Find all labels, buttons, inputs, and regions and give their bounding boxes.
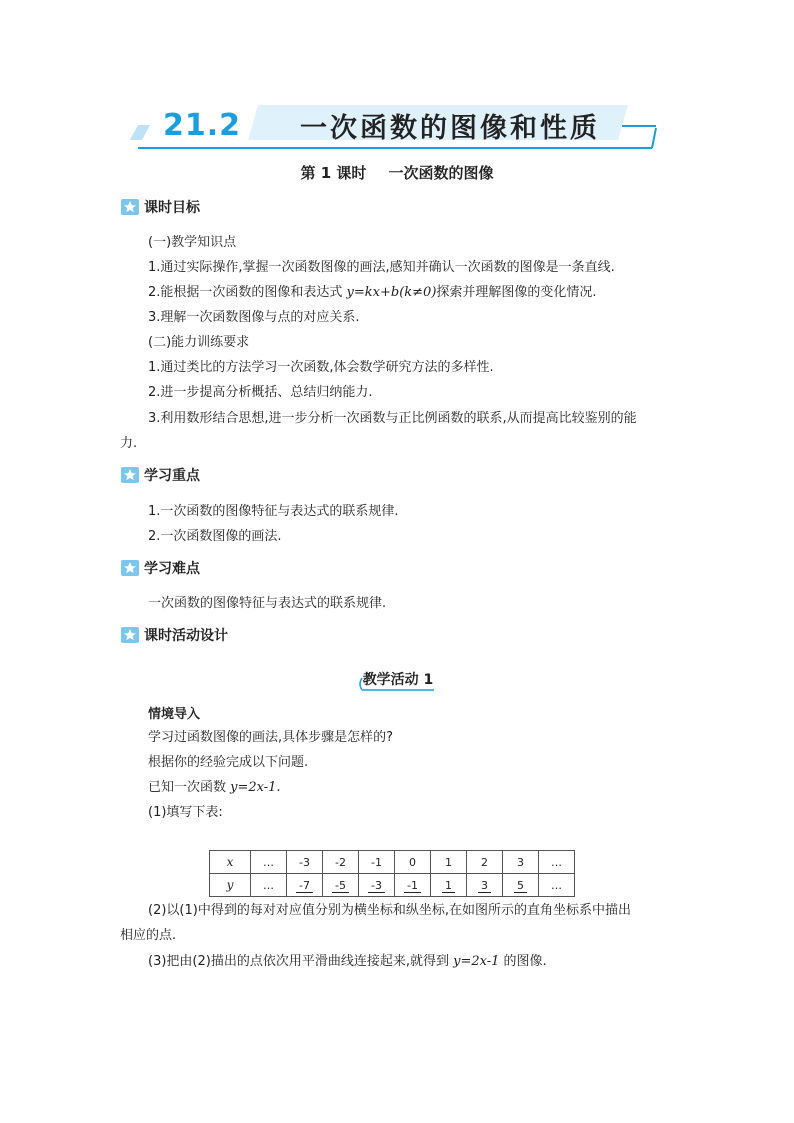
goal-k1: 1.通过实际操作,掌握一次函数图像的画法,感知并确认一次函数的图像是一条直线. (148, 260, 615, 275)
activity-q4: (1)填写下表: (148, 805, 223, 820)
activity-q2: 根据你的经验完成以下问题. (148, 755, 309, 770)
table-cell (503, 874, 539, 897)
lesson-title (0, 162, 794, 183)
section-goals (120, 196, 200, 218)
activity-q5-line2: 相应的点. (120, 928, 177, 943)
lesson-name: 一次函数的图像 (388, 164, 494, 182)
table-cell: 2 (467, 851, 503, 874)
knowledge-heading: (一)教学知识点 (148, 235, 237, 250)
star-bullet-icon (120, 197, 140, 217)
chapter-title: 一次函数的图像和性质 (300, 113, 600, 144)
goal-a1: 1.通过类比的方法学习一次函数,体会数学研究方法的多样性. (148, 360, 494, 375)
ability-heading: (二)能力训练要求 (148, 335, 250, 350)
table-cell: -2 (323, 851, 359, 874)
goal-a3-line1: 3.利用数形结合思想,进一步分析一次函数与正比例函数的联系,从而提高比较鉴别的能 (148, 411, 637, 426)
table-cell: -3 (287, 851, 323, 874)
table-cell: … (539, 851, 575, 874)
goal-k2-formula: y=kx+b(k≠0) (346, 285, 437, 300)
table-cell (323, 874, 359, 897)
table-cell (395, 874, 431, 897)
table-row (210, 851, 575, 874)
star-bullet-icon (120, 625, 140, 645)
intro-heading: 情境导入 (148, 707, 201, 722)
table-cell (467, 874, 503, 897)
section-key-points (120, 464, 200, 486)
activity-q1: 学习过函数图像的画法,具体步骤是怎样的? (148, 730, 394, 745)
star-bullet-icon (120, 465, 140, 485)
section-difficulties-label: 学习难点 (144, 561, 200, 577)
table-cell: … (251, 874, 287, 897)
answer-value: 1 (442, 879, 455, 893)
table-cell (359, 874, 395, 897)
table-cell: -1 (359, 851, 395, 874)
activity-badge (358, 666, 438, 692)
difficulty-1: 一次函数的图像特征与表达式的联系规律. (148, 596, 387, 611)
lesson-number: 第 1 课时 (300, 164, 367, 182)
activity-q3-formula: y=2x-1. (230, 780, 281, 795)
section-activity-design (120, 624, 228, 646)
answer-value: -5 (332, 879, 349, 893)
table-header-x: x (210, 851, 251, 874)
section-key-points-label: 学习重点 (144, 468, 200, 484)
table-cell (431, 874, 467, 897)
section-goals-label: 课时目标 (144, 200, 200, 216)
section-difficulties (120, 557, 200, 579)
activity-q6-suffix: 的图像. (499, 954, 547, 969)
star-bullet-icon (120, 558, 140, 578)
key-point-1: 1.一次函数的图像特征与表达式的联系规律. (148, 504, 399, 519)
activity-q6 (148, 953, 547, 971)
answer-value: -1 (404, 879, 421, 893)
goal-k2-suffix: 探索并理解图像的变化情况. (436, 285, 597, 300)
chapter-header (0, 0, 794, 160)
table-cell: … (251, 851, 287, 874)
goal-k2-prefix: 2.能根据一次函数的图像和表达式 (148, 285, 347, 300)
table-row (210, 874, 575, 897)
table-cell: 1 (431, 851, 467, 874)
activity-q3-prefix: 已知一次函数 (148, 780, 231, 795)
goal-a2: 2.进一步提高分析概括、总结归纳能力. (148, 385, 373, 400)
section-number: 21.2 (163, 108, 242, 143)
goal-a3-line2: 力. (120, 436, 138, 451)
activity-q5-line1: (2)以(1)中得到的每对对应值分别为横坐标和纵坐标,在如图所示的直角坐标系中描出 (148, 903, 631, 918)
key-point-2: 2.一次函数图像的画法. (148, 529, 282, 544)
value-table (209, 850, 575, 897)
table-cell (287, 874, 323, 897)
activity-q6-formula: y=2x-1 (453, 954, 500, 969)
activity-label: 教学活动 1 (362, 672, 434, 688)
answer-value: 5 (514, 879, 527, 893)
activity-q6-prefix: (3)把由(2)描出的点依次用平滑曲线连接起来,就得到 (148, 954, 454, 969)
activity-q3 (148, 779, 281, 797)
table-cell: … (539, 874, 575, 897)
goal-k2 (148, 284, 597, 302)
table-cell: 3 (503, 851, 539, 874)
table-cell: 0 (395, 851, 431, 874)
answer-value: 3 (478, 879, 491, 893)
goal-k3: 3.理解一次函数图像与点的对应关系. (148, 310, 360, 325)
answer-value: -3 (368, 879, 385, 893)
answer-value: -7 (296, 879, 313, 893)
section-activity-design-label: 课时活动设计 (144, 628, 228, 644)
table-header-y: y (210, 874, 251, 897)
